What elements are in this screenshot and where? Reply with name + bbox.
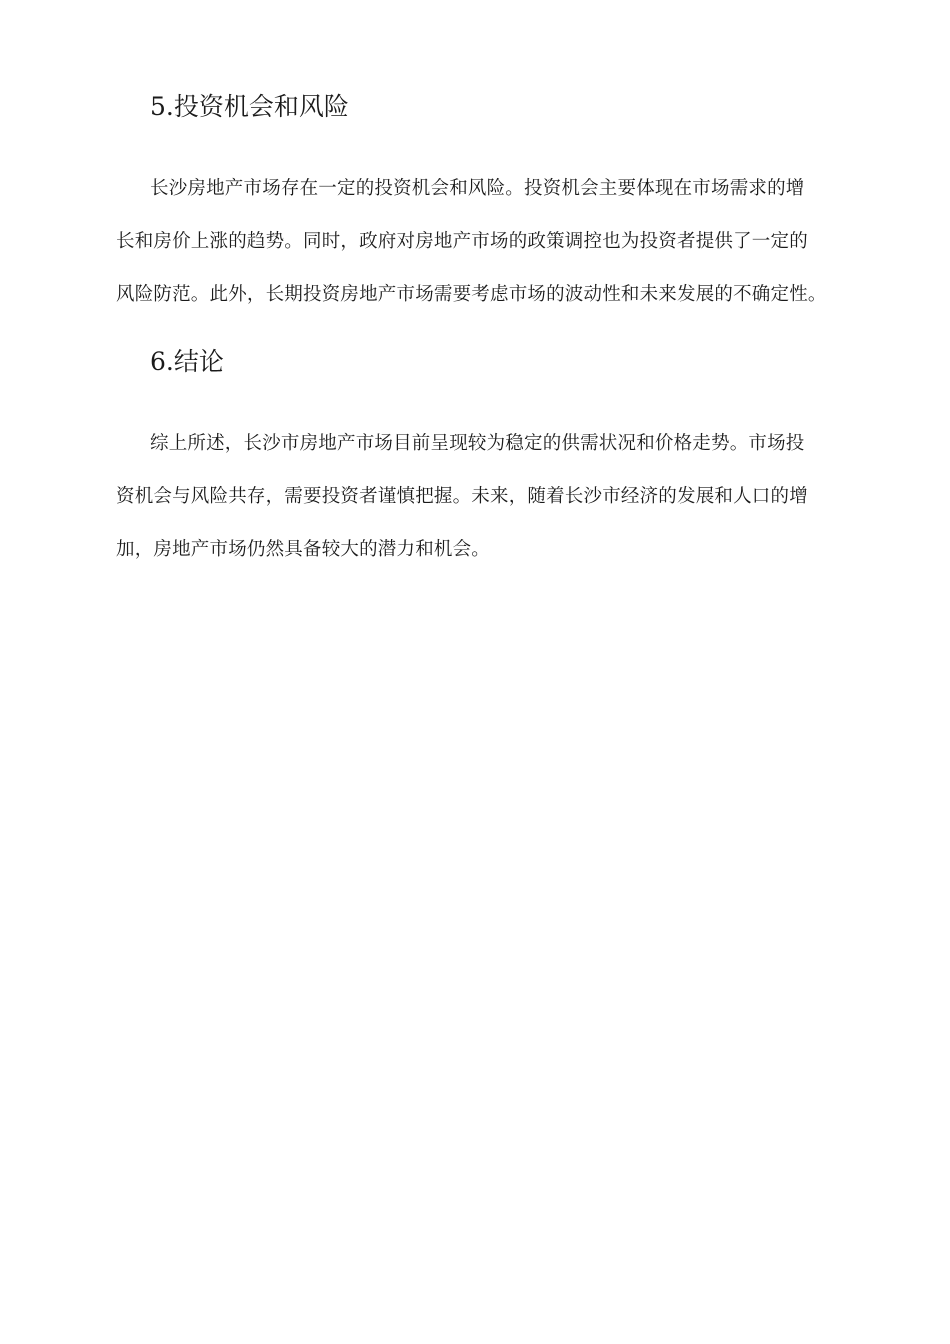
- paragraph-line: 加，房地产市场仍然具备较大的潜力和机会。: [116, 539, 491, 560]
- paragraph-line: 长和房价上涨的趋势。同时，政府对房地产市场的政策调控也为投资者提供了一定的: [116, 231, 808, 252]
- paragraph-line: 风险防范。此外，长期投资房地产市场需要考虑市场的波动性和未来发展的不确定性。: [116, 284, 827, 305]
- paragraph-line: 长沙房地产市场存在一定的投资机会和风险。投资机会主要体现在市场需求的增: [150, 178, 805, 199]
- section-heading-conclusion: 6.结论: [150, 347, 224, 376]
- paragraph-investment: [116, 177, 856, 336]
- paragraph-conclusion: [116, 432, 856, 591]
- section-heading-investment: 5.投资机会和风险: [150, 92, 349, 121]
- paragraph-line: 资机会与风险共存，需要投资者谨慎把握。未来，随着长沙市经济的发展和人口的增: [116, 486, 808, 507]
- paragraph-line: 综上所述，长沙市房地产市场目前呈现较为稳定的供需状况和价格走势。市场投: [150, 433, 805, 454]
